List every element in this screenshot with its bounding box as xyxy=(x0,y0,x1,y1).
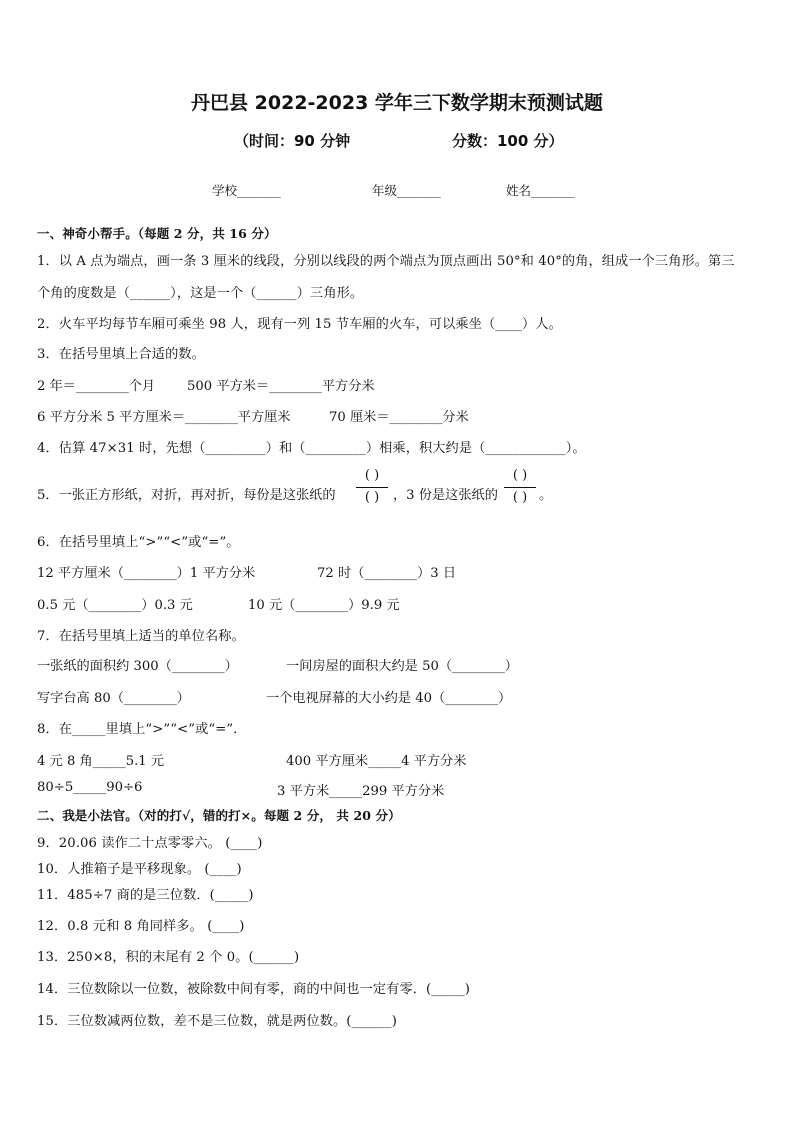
question-1-line-2: 个角的度数是（______），这是一个（______）三角形。 xyxy=(37,286,364,301)
time-label: （时间：90 分钟 xyxy=(234,132,351,150)
question-8-item-b2: 3 平方米_____299 平方分米 xyxy=(277,784,445,799)
question-14: 14．三位数除以一位数，被除数中间有零，商的中间也一定有零．(_____) xyxy=(37,982,470,997)
question-7: 7．在括号里填上适当的单位名称。 xyxy=(37,629,245,644)
question-7-item-a2: 一间房屋的面积大约是 50（________） xyxy=(286,659,518,674)
question-3-item-a1: 2 年＝________个月 xyxy=(37,379,156,394)
question-8-item-a1: 4 元 8 角_____5.1 元 xyxy=(37,754,165,769)
grade-field[interactable]: 年级_______ xyxy=(372,183,441,198)
section2-heading: 二、我是小法官。（对的打√，错的打×。每题 2 分， 共 20 分） xyxy=(37,808,401,823)
score-label: 分数：100 分） xyxy=(452,132,564,150)
page-title: 丹巴县 2022-2023 学年三下数学期末预测试题 xyxy=(191,92,603,114)
question-3: 3．在括号里填上合适的数。 xyxy=(37,347,205,362)
question-3-item-a2: 500 平方米＝________平方分米 xyxy=(187,379,375,394)
fraction-numerator: ( ) xyxy=(364,468,380,483)
school-field[interactable]: 学校_______ xyxy=(212,183,281,198)
question-11: 11．485÷7 商的是三位数．(_____) xyxy=(37,888,254,903)
question-6-item-b2: 10 元（________）9.9 元 xyxy=(248,598,400,613)
question-6-item-a1: 12 平方厘米（________）1 平方分米 xyxy=(37,566,256,581)
name-field[interactable]: 姓名_______ xyxy=(506,183,575,198)
question-8-item-a2: 400 平方厘米_____4 平方分米 xyxy=(286,754,467,769)
question-12: 12．0.8 元和 8 角同样多。 (____) xyxy=(37,919,245,934)
fraction-numerator: ( ) xyxy=(512,468,528,483)
question-3-item-b2: 70 厘米＝________分米 xyxy=(329,410,469,425)
question-3-item-b1: 6 平方分米 5 平方厘米＝________平方厘米 xyxy=(37,410,291,425)
question-9: 9．20.06 读作二十点零零六。 (____) xyxy=(37,836,263,851)
question-4: 4．估算 47×31 时，先想（_________）和（_________）相乘，积大约是（____________）。 xyxy=(37,441,586,456)
fraction-bar xyxy=(356,487,388,488)
question-13: 13．250×8，积的末尾有 2 个 0。(______) xyxy=(37,950,300,965)
question-6-item-b1: 0.5 元（________）0.3 元 xyxy=(37,598,193,613)
section1-heading: 一、神奇小帮手。（每题 2 分，共 16 分） xyxy=(37,226,277,241)
question-10: 10．人推箱子是平移现象。 (____) xyxy=(37,862,242,877)
question-7-item-a1: 一张纸的面积约 300（________） xyxy=(37,659,238,674)
question-5-part-3: 。 xyxy=(539,488,553,503)
question-7-item-b2: 一个电视屏幕的大小约是 40（________） xyxy=(266,691,512,706)
question-5-part-2: ，3 份是这张纸的 xyxy=(393,488,498,503)
question-1-line-1: 1．以 A 点为端点，画一条 3 厘米的线段，分别以线段的两个端点为顶点画出 50°和 40°的角，组成一个三角形。第三 xyxy=(37,254,735,269)
question-15: 15．三位数减两位数，差不是三位数，就是两位数。(______) xyxy=(37,1014,397,1029)
fraction-bar xyxy=(504,487,536,488)
question-7-item-b1: 写字台高 80（________） xyxy=(37,691,190,706)
question-5-part-1: 5．一张正方形纸，对折，再对折，每份是这张纸的 xyxy=(37,488,336,503)
question-2: 2．火车平均每节车厢可乘坐 98 人，现有一列 15 节车厢的火车，可以乘坐（____）人。 xyxy=(37,317,562,332)
fraction-denominator: ( ) xyxy=(364,490,380,505)
question-6-item-a2: 72 时（________）3 日 xyxy=(317,566,457,581)
question-8-item-b1: 80÷5_____90÷6 xyxy=(37,780,143,795)
question-8: 8．在_____里填上“>”“<”或“=”． xyxy=(37,722,247,737)
fraction-denominator: ( ) xyxy=(512,490,528,505)
question-6: 6．在括号里填上“>”“<”或“=”。 xyxy=(37,535,240,550)
